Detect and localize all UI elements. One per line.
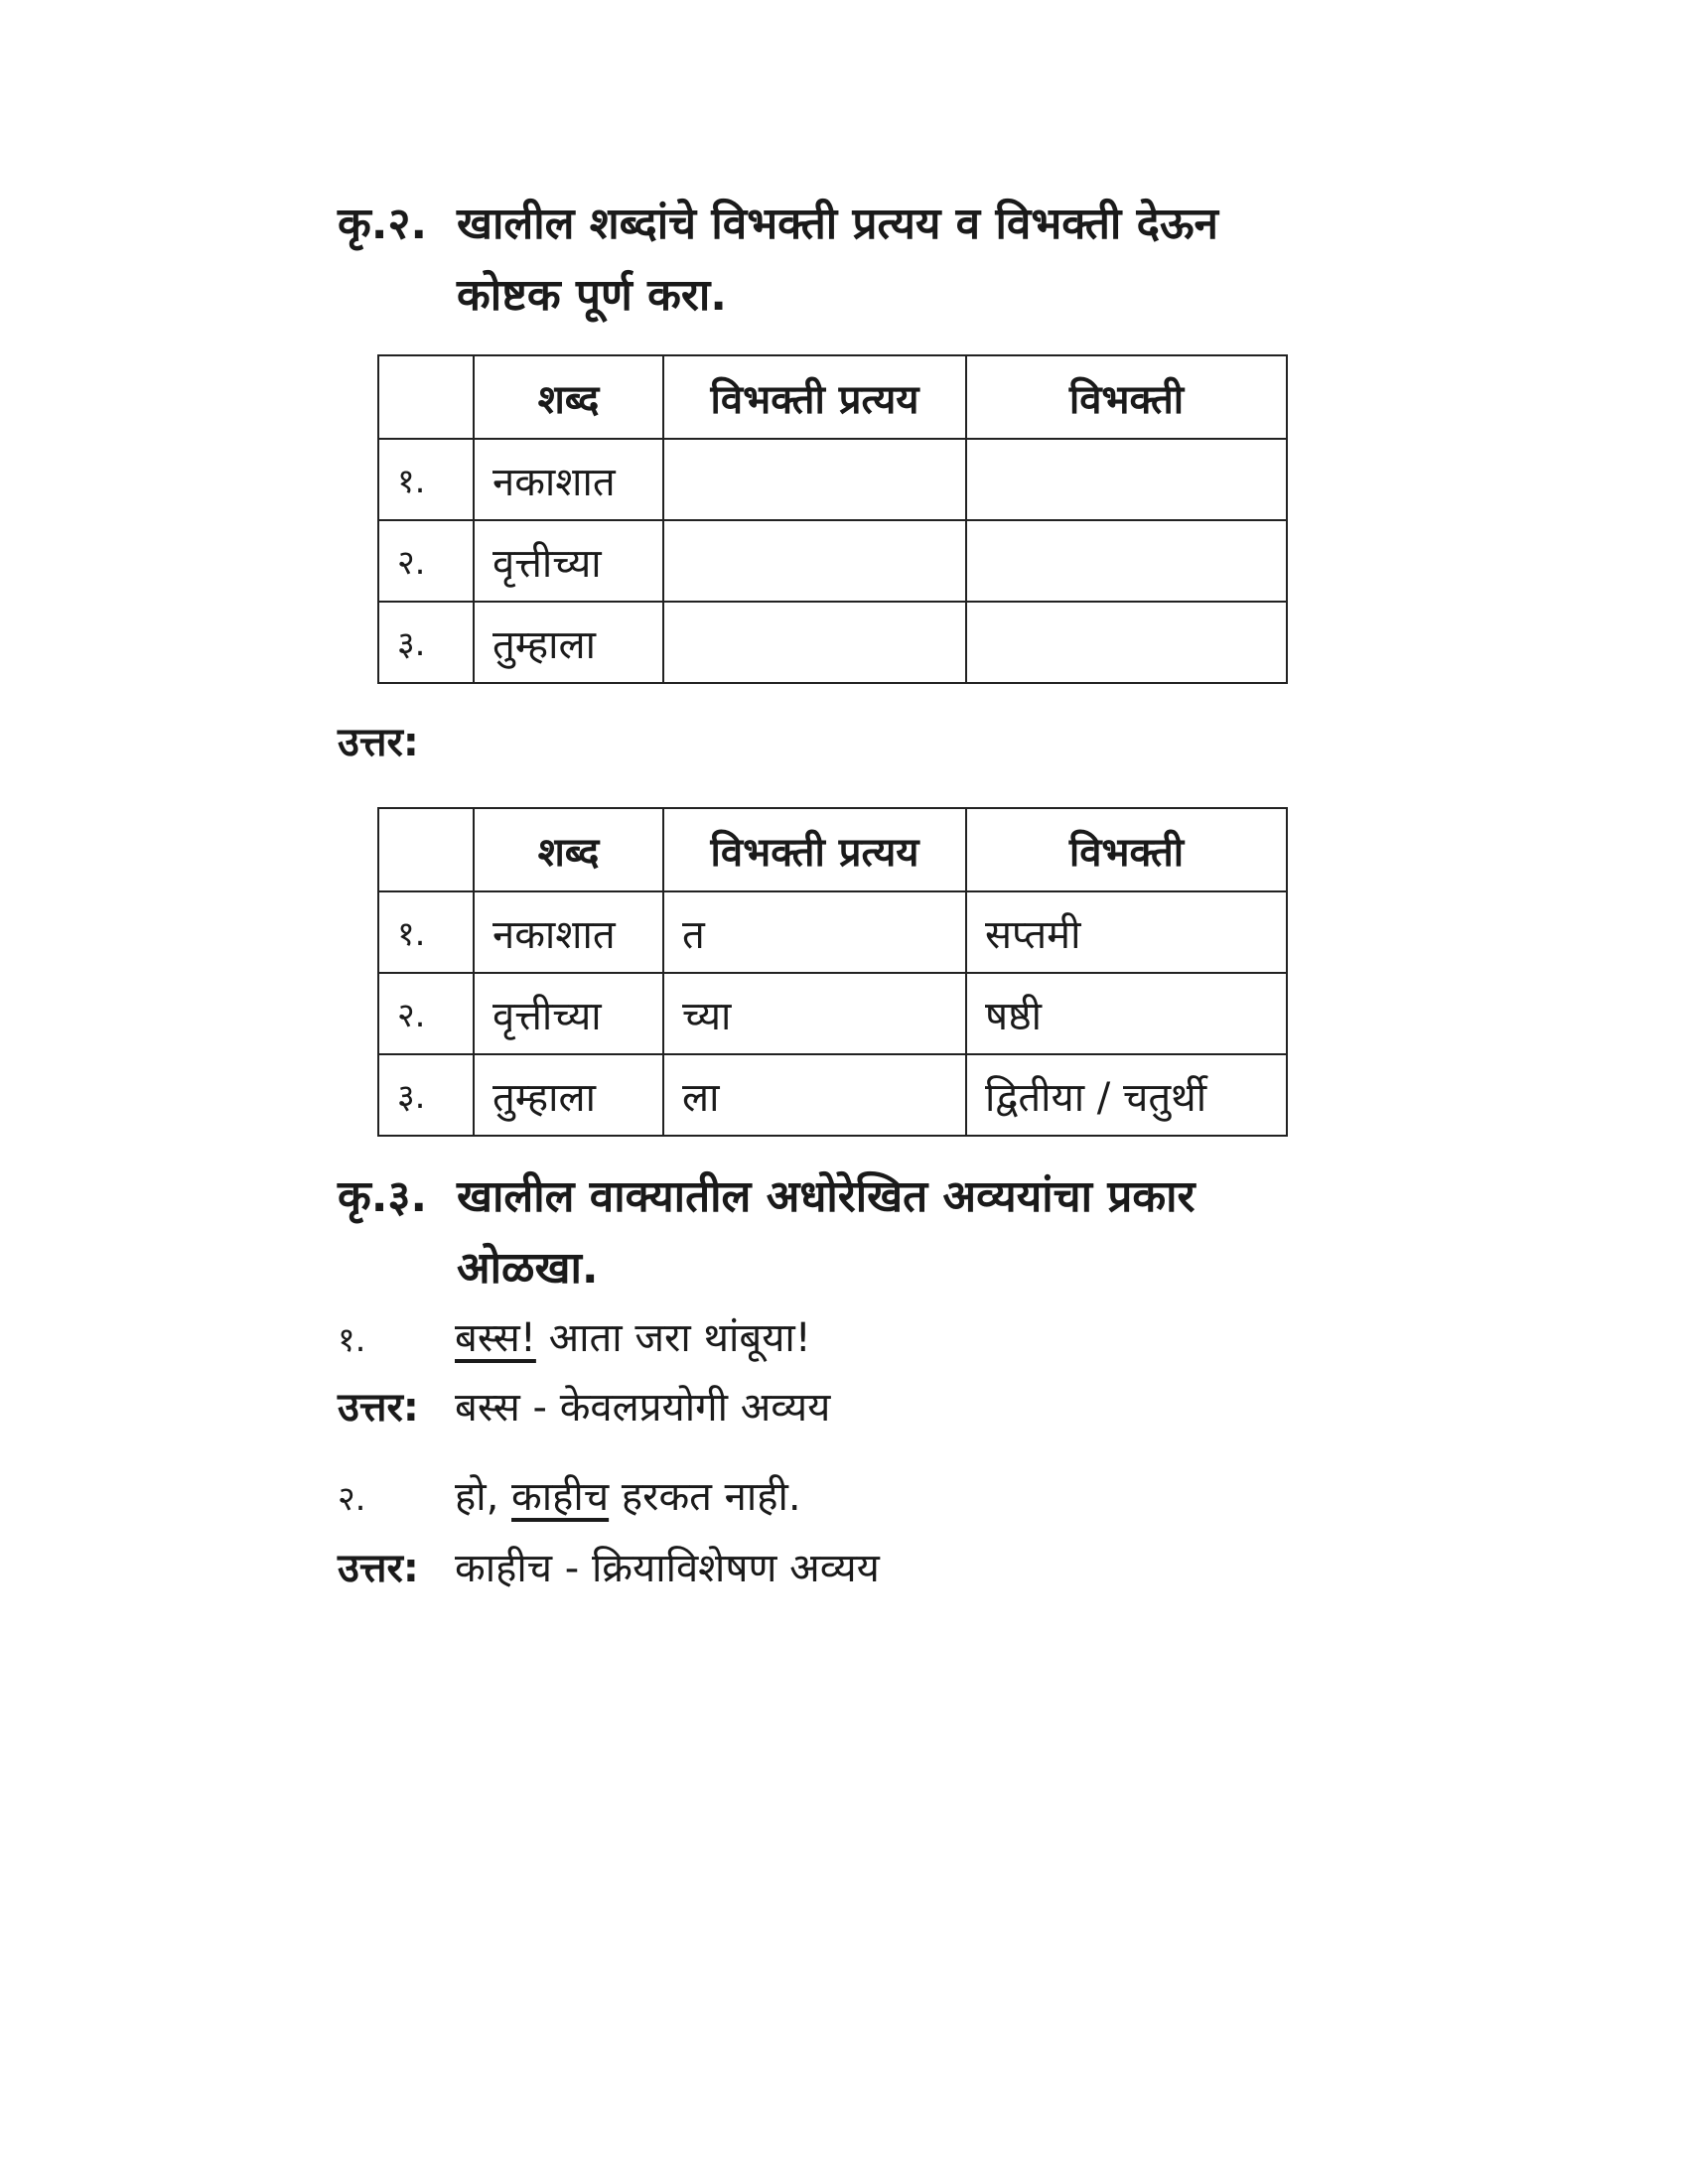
table-row	[378, 891, 1287, 973]
row-number: २.	[378, 520, 474, 602]
row-suffix-blank	[663, 520, 966, 602]
answer-text: काहीच - क्रियाविशेषण अव्यय	[455, 1546, 880, 1591]
answer-text: बस्स - केवलप्रयोगी अव्यय	[455, 1385, 831, 1431]
row-word: वृत्तीच्या	[474, 520, 663, 602]
question-2-number: कृ.२.	[338, 199, 428, 249]
row-number: ३.	[378, 602, 474, 683]
answer-label: उत्तर:	[338, 1546, 419, 1591]
header-word: शब्द	[474, 355, 663, 439]
question-2-answer-table	[377, 807, 1288, 1137]
question-3-answer-1	[338, 1378, 830, 1437]
row-word: तुम्हाला	[474, 602, 663, 683]
item-number: १.	[338, 1320, 366, 1360]
row-number: १.	[378, 891, 474, 973]
header-serial	[378, 808, 474, 891]
header-case: विभक्ती	[966, 808, 1287, 891]
question-3-heading	[338, 1161, 1291, 1304]
row-case: सप्तमी	[966, 891, 1287, 973]
row-case: षष्ठी	[966, 973, 1287, 1054]
row-number: २.	[378, 973, 474, 1054]
row-case: द्वितीया / चतुर्थी	[966, 1054, 1287, 1136]
row-suffix-blank	[663, 439, 966, 520]
header-suffix: विभक्ती प्रत्यय	[663, 355, 966, 439]
row-case-blank	[966, 439, 1287, 520]
question-3-number: कृ.३.	[338, 1171, 428, 1222]
answer-label: उत्तर:	[338, 1385, 419, 1431]
header-serial	[378, 355, 474, 439]
sentence-prefix: हो,	[455, 1474, 512, 1520]
table-row	[378, 520, 1287, 602]
table-row	[378, 973, 1287, 1054]
header-suffix: विभक्ती प्रत्यय	[663, 808, 966, 891]
row-suffix: ला	[663, 1054, 966, 1136]
sentence-suffix: आता जरा थांबूया!	[535, 1315, 811, 1361]
underlined-word: काहीच	[511, 1474, 610, 1520]
row-number: ३.	[378, 1054, 474, 1136]
item-number: २.	[338, 1479, 366, 1519]
question-2-blank-table	[377, 354, 1288, 684]
question-3-item-2	[338, 1467, 801, 1529]
table-row	[378, 439, 1287, 520]
row-case-blank	[966, 602, 1287, 683]
question-2-answer-label: उत्तर:	[338, 720, 419, 765]
underlined-word: बस्स!	[455, 1315, 536, 1361]
row-word: नकाशात	[474, 891, 663, 973]
question-3-title-line2: ओळखा.	[457, 1243, 599, 1294]
header-word: शब्द	[474, 808, 663, 891]
row-word: तुम्हाला	[474, 1054, 663, 1136]
header-case: विभक्ती	[966, 355, 1287, 439]
table-row	[378, 1054, 1287, 1136]
question-3-answer-2	[338, 1539, 880, 1598]
question-2-title-line1: खालील शब्दांचे विभक्ती प्रत्यय व विभक्ती देऊन	[457, 199, 1218, 249]
table-row	[378, 602, 1287, 683]
question-3-item-1	[338, 1308, 811, 1370]
row-case-blank	[966, 520, 1287, 602]
question-3-title-line1: खालील वाक्यातील अधोरेखित अव्ययांचा प्रकार	[457, 1171, 1196, 1222]
row-word: वृत्तीच्या	[474, 973, 663, 1054]
row-number: १.	[378, 439, 474, 520]
table-header-row	[378, 355, 1287, 439]
row-word: नकाशात	[474, 439, 663, 520]
row-suffix: त	[663, 891, 966, 973]
row-suffix-blank	[663, 602, 966, 683]
sentence-suffix: हरकत नाही.	[609, 1474, 801, 1520]
table-header-row	[378, 808, 1287, 891]
question-2-title-line2: कोष्टक पूर्ण करा.	[457, 270, 728, 321]
row-suffix: च्या	[663, 973, 966, 1054]
question-2-heading	[338, 189, 1291, 332]
